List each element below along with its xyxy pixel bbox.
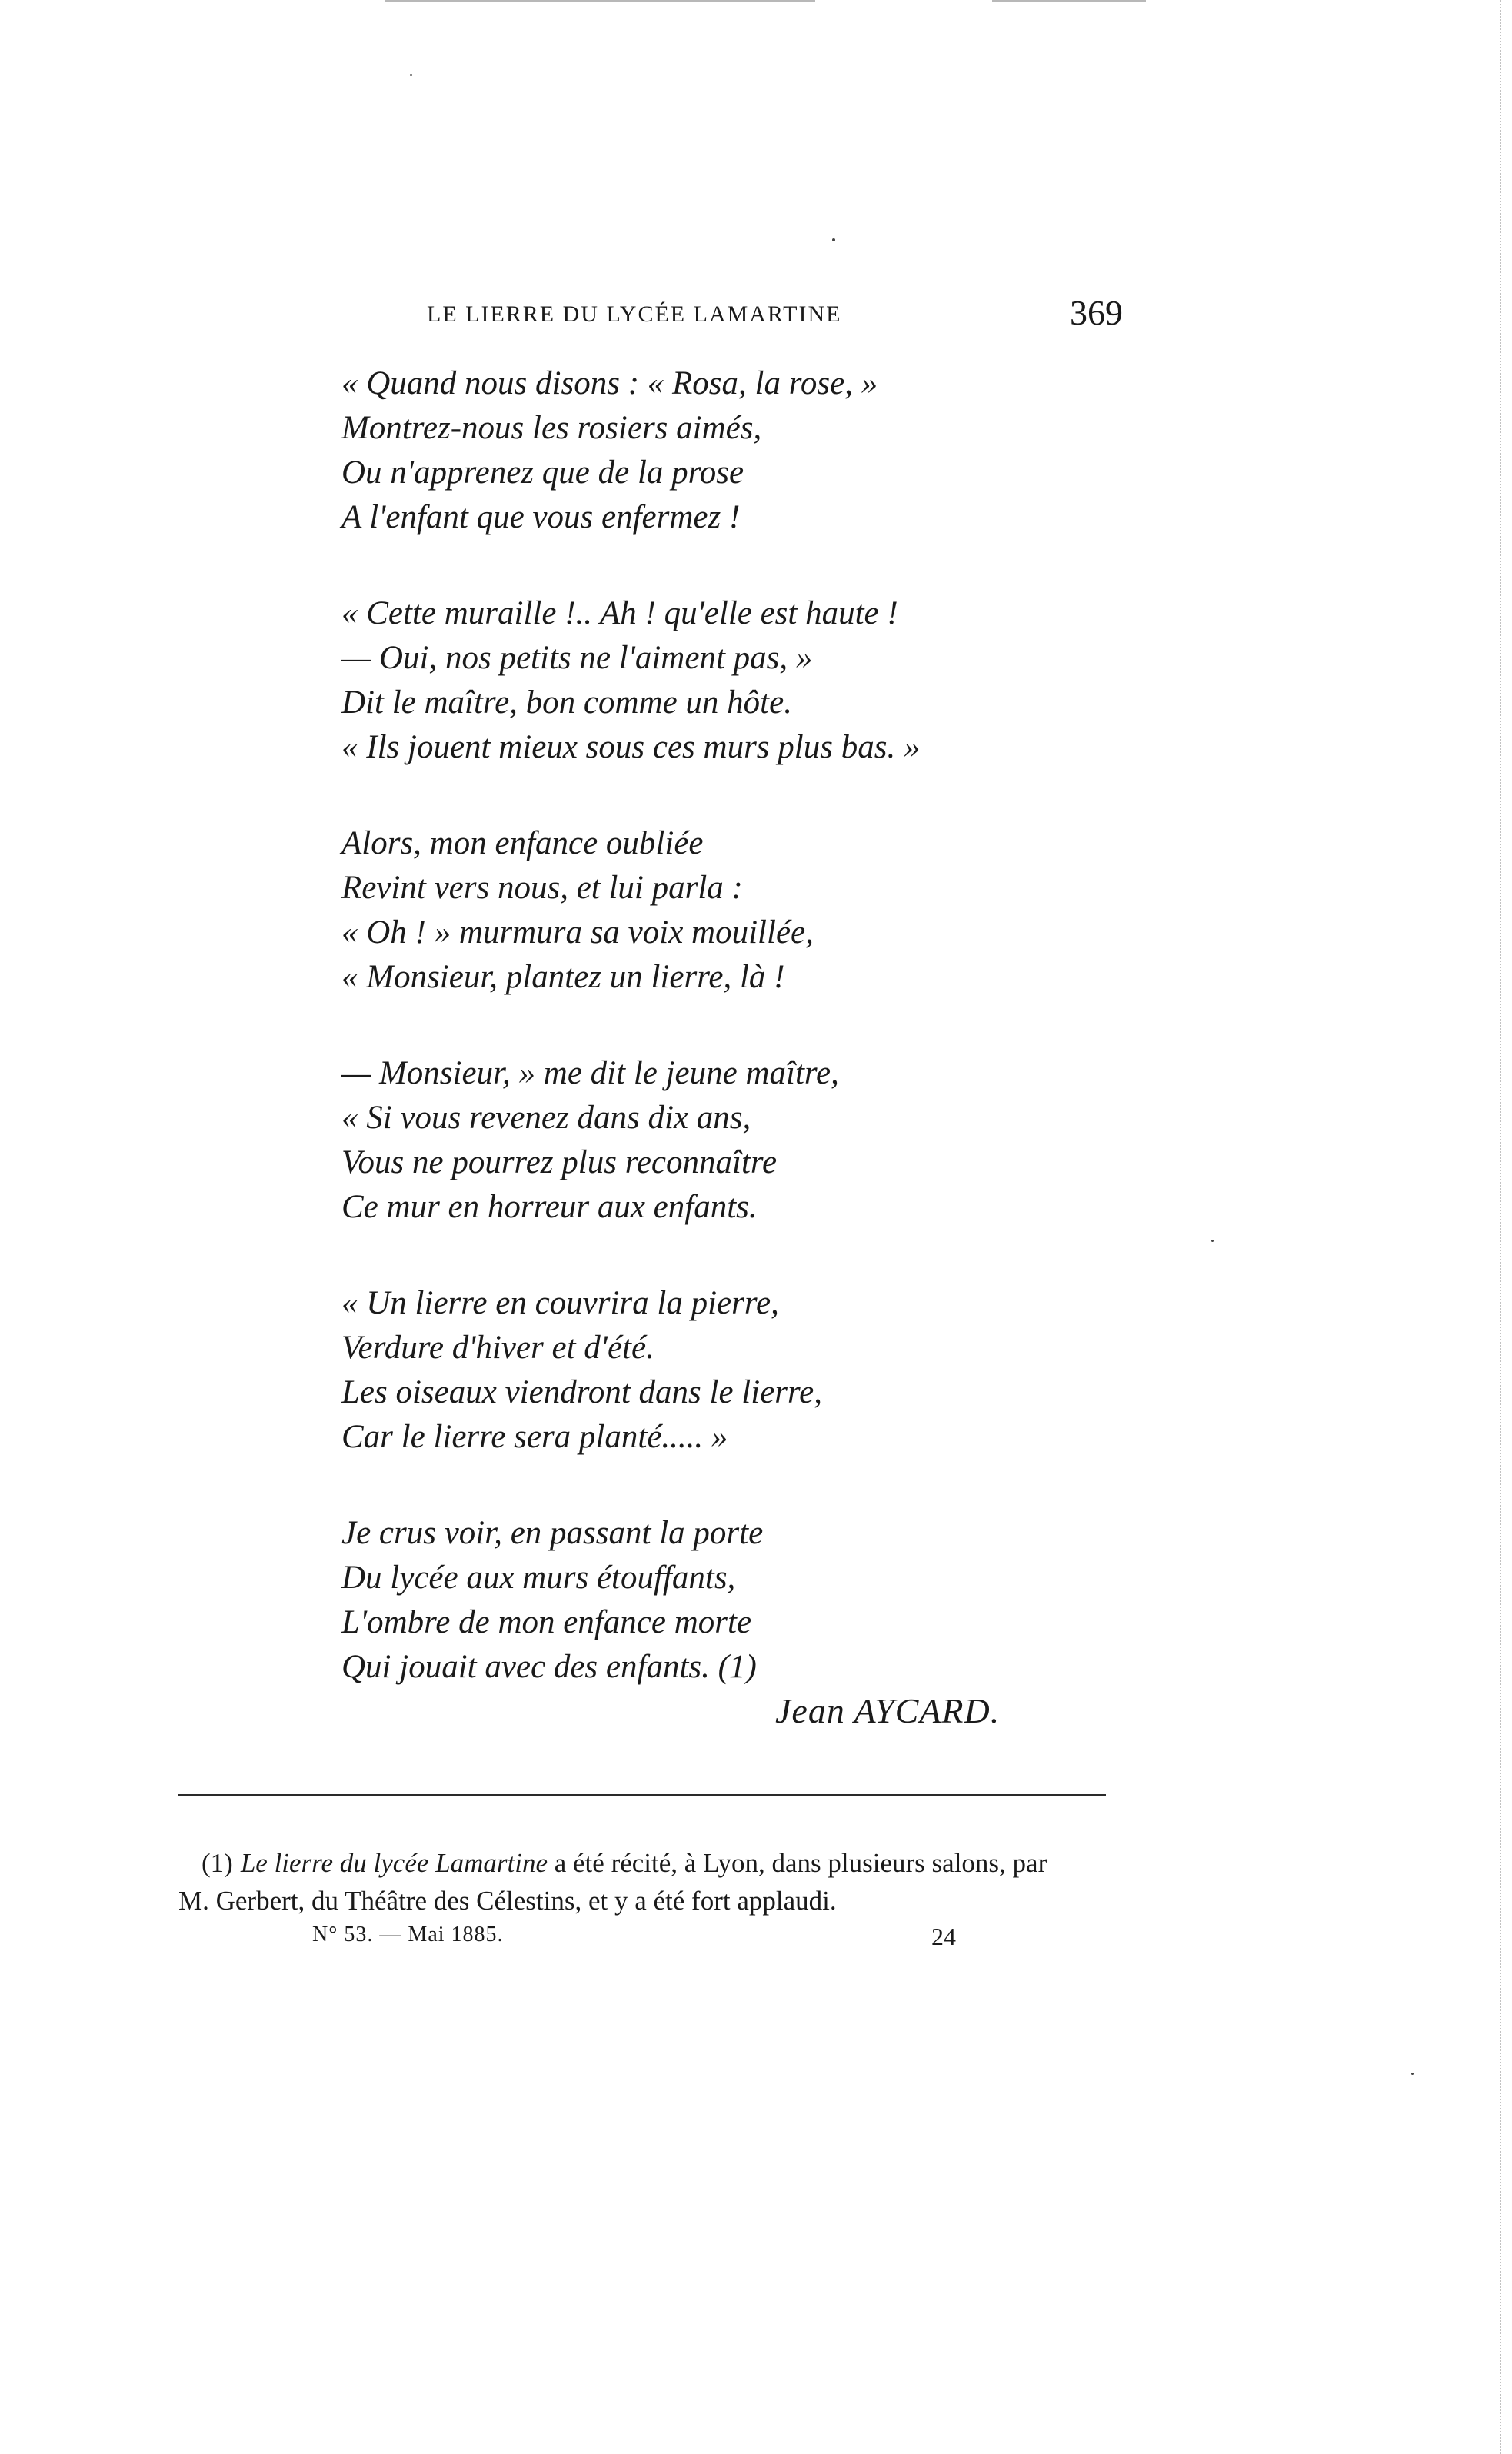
poem-line: « Un lierre en couvrira la pierre, (341, 1285, 779, 1321)
poem-line: Revint vers nous, et lui parla : (341, 870, 743, 906)
poem-stanza-5 (341, 1281, 1187, 1460)
scan-speck (410, 74, 412, 76)
poem-line: « Quand nous disons : « Rosa, la rose, » (341, 365, 878, 401)
scan-edge-line (992, 0, 1146, 2)
poem (341, 361, 1187, 1741)
sheet-number: 24 (931, 1923, 956, 1950)
poem-line: « Si vous revenez dans dix ans, (341, 1100, 751, 1136)
poem-stanza-3 (341, 821, 1187, 1000)
poem-stanza-2 (341, 591, 1187, 770)
poem-line: Je crus voir, en passant la porte (341, 1515, 764, 1551)
poem-line: — Monsieur, » me dit le jeune maître, (341, 1055, 839, 1091)
poem-line: — Oui, nos petits ne l'aiment pas, » (341, 640, 813, 676)
poem-line: Du lycée aux murs étouffants, (341, 1560, 736, 1596)
page-number: 369 (1070, 293, 1123, 332)
printer-signature-mark: N° 53. — Mai 1885. (312, 1923, 504, 1946)
poem-line: « Monsieur, plantez un lierre, là ! (341, 959, 785, 995)
footnote-text: M. Gerbert, du Théâtre des Célestins, et y a été fort applaudi. (178, 1886, 837, 1916)
scan-speck (832, 238, 835, 241)
poem-line: Montrez-nous les rosiers aimés, (341, 410, 762, 446)
poem-line: Ou n'apprenez que de la prose (341, 455, 744, 491)
footnote-text: a été récité, à Lyon, dans plusieurs salons, par (547, 1848, 1047, 1878)
running-head: LE LIERRE DU LYCÉE LAMARTINE (427, 301, 842, 327)
footnote-separator (178, 1794, 1106, 1796)
poem-line: Ce mur en horreur aux enfants. (341, 1189, 758, 1225)
poem-line: « Ils jouent mieux sous ces murs plus bas. » (341, 729, 921, 765)
poem-line: A l'enfant que vous enfermez ! (341, 499, 741, 535)
scan-speck (1211, 1240, 1214, 1242)
poem-stanza-4 (341, 1051, 1187, 1230)
poem-line: Car le lierre sera planté..... » (341, 1419, 728, 1455)
poem-line: Verdure d'hiver et d'été. (341, 1330, 654, 1366)
poem-line: Dit le maître, bon comme un hôte. (341, 684, 792, 721)
poem-line: Qui jouait avec des enfants. (1) (341, 1649, 757, 1685)
scan-speck (1411, 2073, 1414, 2075)
author-signature: Jean AYCARD. (775, 1691, 1001, 1730)
poem-line: L'ombre de mon enfance morte (341, 1604, 752, 1640)
poem-line: « Oh ! » murmura sa voix mouillée, (341, 914, 814, 951)
page-gutter-edge (1500, 0, 1512, 2454)
scan-edge-line (385, 0, 815, 2)
footnote-marker: (1) (201, 1848, 233, 1878)
poem-line: « Cette muraille !.. Ah ! qu'elle est haute ! (341, 595, 898, 631)
poem-stanza-6 (341, 1511, 1187, 1690)
footnote (178, 1844, 1132, 1920)
poem-line: Les oiseaux viendront dans le lierre, (341, 1374, 822, 1410)
poem-stanza-1 (341, 361, 1187, 540)
poem-line: Alors, mon enfance oubliée (341, 825, 704, 861)
footnote-title: Le lierre du lycée Lamartine (240, 1848, 548, 1878)
poem-line: Vous ne pourrez plus reconnaître (341, 1144, 778, 1180)
